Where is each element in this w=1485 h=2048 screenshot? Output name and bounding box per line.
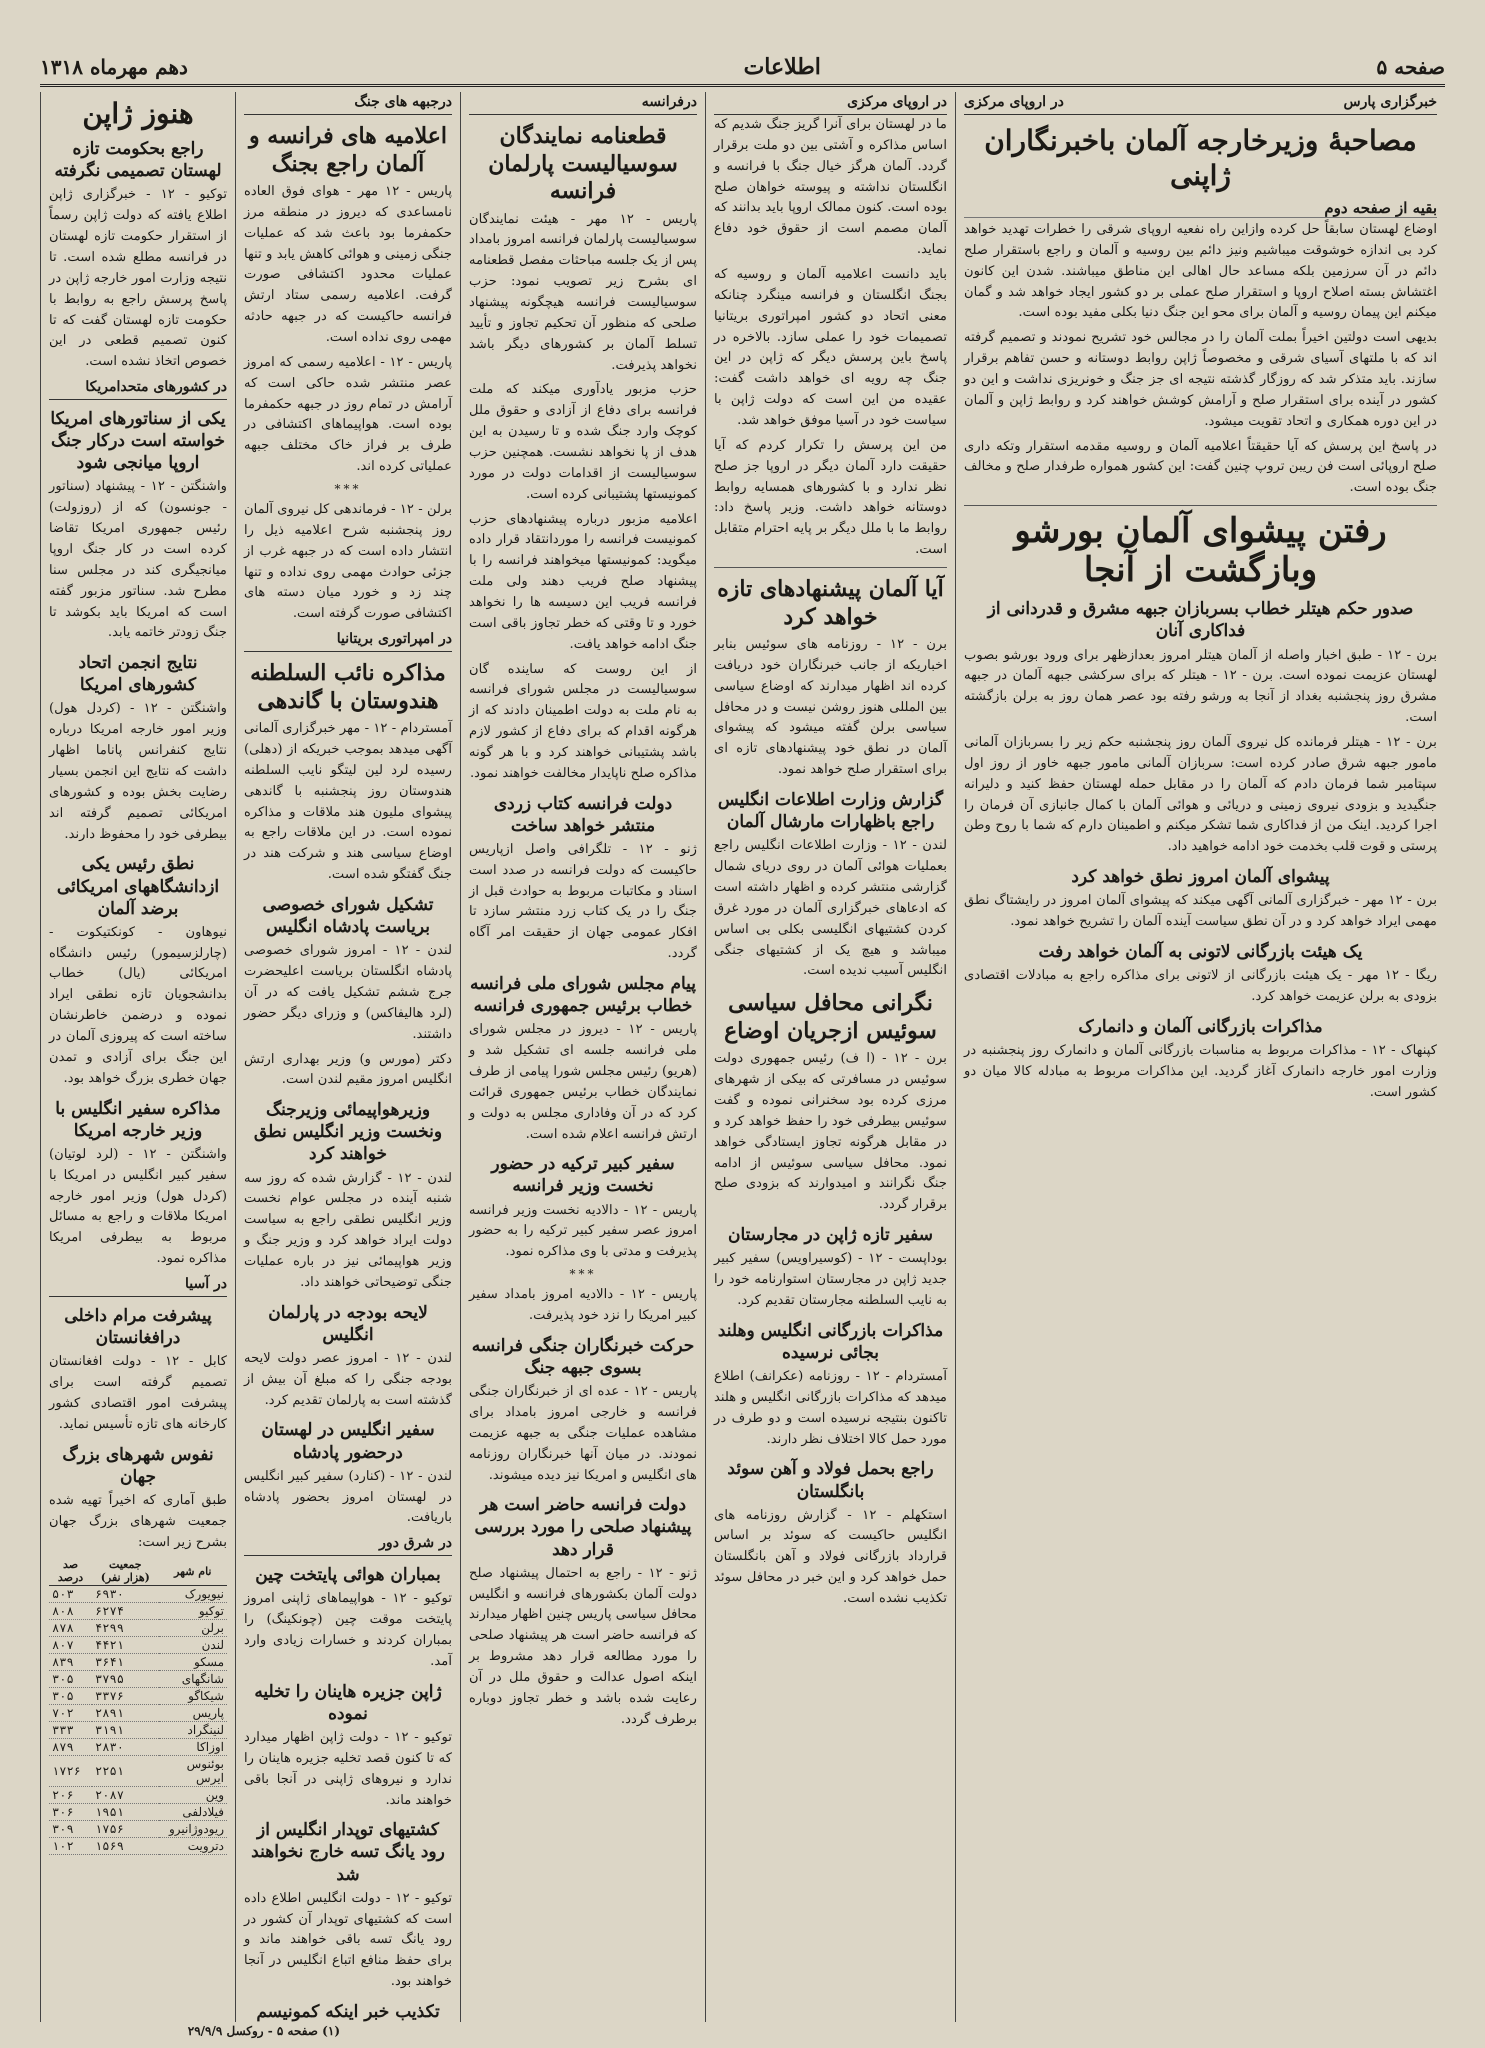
population-table [49,1557,227,1855]
table-cell: ۳۳۷۶ [92,1688,159,1705]
article-text: حزب مزبور یادآوری میکند که ملت فرانسه برای دفاع از آزادی و حقوق ملل کوچک وارد جنگ شده و تا رسیدن به این هدف از پا نخواهد نشست. همچنین حزب سوسیالیست از اقدامات دولت در مورد کمونیستها پشتیبانی کرده است. [469,382,697,502]
table-cell: ۸۷۹ [49,1739,92,1756]
article-text: بدیهی است دولتین اخیراً بملت آلمان را در مجالس خود تشریح نمودند و تصمیم گرفته اند که با ملتهای آسیای شرقی و مخصوصاً ژاپن روابط دوستانه و حسن تفاهم برقرار سازند. باید متذکر شد که روزگار گذشته نتیجه ای جز جنگ و خونریزی نداشت و این دو کشور در آینده برای استقرار صلح و آرامش کوشش خواهند کرد و روابط ژاپن و آلمان در این دوره همکاری و اتحاد تقویت میشود. [964,330,1437,429]
table-row [49,1637,227,1654]
divider [964,505,1437,506]
table-cell: ۱۹۵۱ [92,1804,159,1821]
table-cell: ۴۲۹۹ [92,1620,159,1637]
article-text: ما در لهستان برای آنرا گریز جنگ شدیم که اساس مذاکره و آشتی بین دو ملت برقرار گردد. آلمان هرگز خیال جنگ با فرانسه و انگلستان نداشته و پیوسته خواهان صلح بوده است. کنون ممالک اروپا باید بدانند که آلمان مصمم است از حقوق خود دفاع نماید. [714,117,947,258]
table-cell: ۳۰۶ [49,1804,92,1821]
table-cell: ۷۰۲ [49,1705,92,1722]
table-cell: ۸۰۸ [49,1603,92,1620]
article-text: پاریس - ۱۲ مهر - هیئت نمایندگان سوسیالیست پارلمان فرانسه امروز بامداد پس از یک جلسه مباحثات مفصل قطعنامه ای بشرح زیر تصویب نمود: حزب سوسیالیست فرانسه هیچگونه پیشنهاد صلحی که منظور آن تحکیم تجاوز و تأیید تسلط آلمان بر کشورهای دیگر باشد نخواهد پذیرفت. [469,211,697,373]
table-cell: ۴۴۲۱ [92,1637,159,1654]
subhead-yellow-book: دولت فرانسه کتاب زردی منتشر خواهد ساخت [493,793,673,836]
column-4-rubric [244,92,452,115]
subhead-privy-council: تشکیل شورای خصوصی بریاست پادشاه انگلیس [262,895,434,938]
rubric-central-europe: در اروپای مرکزی [964,94,1064,110]
table-cell: ۳۶۴۱ [92,1654,159,1671]
table-header-cell: جمعیت (هزار نفر) [92,1557,159,1586]
article-text: برلن - ۱۲ - فرماندهی کل نیروی آلمان روز پنجشنبه شرح اعلامیه ذیل را انتشار داده است که در جبهه غرب از جزئی حوادث مهمی روی نداده و تنها چند زد و خورد میان دسته های اکتشافی صورت گرفته است. [244,502,452,622]
subhead-speech: پیشوای آلمان امروز نطق خواهد کرد [1071,867,1330,888]
table-header-cell: نام شهر [159,1557,227,1586]
article-text: اعلامیه مزبور درباره پیشنهادهای حزب کمونیست فرانسه را موردانتقاد قرار داده میگوید: کمونیستها میخواهند فرانسه را با پیشنهاد صلح فریب دهند ولی ملت فرانسه فریب این دسیسه ها را نخواهد خورد و تا وقتی که خطر تجاوز باقی است جنگ ادامه خواهد یافت. [469,511,697,652]
subhead-turkish-ambassador: سفیر کبیر ترکیه در حضور نخست وزیر فرانسه [491,1154,675,1197]
table-header-row [49,1557,227,1586]
column-2-rubric [714,92,947,115]
rubric-far-east [244,1533,452,1556]
table-cell: لنینگراد [159,1722,227,1739]
table-cell: ۵۰۳ [49,1586,92,1603]
subhead-senator: یکی از سناتورهای امریکا خواسته است درکار جنگ اروپا میانجی شود [50,409,226,474]
table-cell: فیلادلفی [159,1804,227,1821]
article-text: برن - ۱۲ - طبق اخبار واصله از آلمان هیتلر امروز بعدازظهر برای ورود بورشو بصوب لهستان عزیمت نموده است. برن - ۱۲ - هیتلر که برای سرکشی جبهه آلمان در جبهه مشرق روز پنجشنبه بغداد از آنجا به ورشو رفته بود عصر همان روز به برلن بازگشته است. [964,647,1437,726]
headline-communiques: اعلامیه های فرانسه و آلمان راجع بجنگ [248,123,448,177]
table-cell: ۲۸۹۱ [92,1705,159,1722]
article-text: پاریس - ۱۲ - دالادیه نخست وزیر فرانسه امروز عصر سفیر کبیر ترکیه را به حضور پذیرفت و مدتی با وی مذاکره نمود. [469,1202,697,1260]
table-row [49,1722,227,1739]
article-text: نیوهاون - کونکتیکوت - (چارلزسیمور) رئیس دانشگاه امریکائی (یال) خطاب بدانشجویان تازه نطقی ایراد نموده و درضمن خاطرنشان ساخته است که پیروزی آلمان در این جنگ برای آزادی و تمدن جهان خطری بزرگ خواهد بود. [49,924,227,1086]
article-text: کپنهاک - ۱۲ - مذاکرات مربوط به مناسبات بازرگانی آلمان و دانمارک روز پنجشنبه در وزارت امور خارجه دانمارک آغاز گردید. این مذاکرات مربوط به مبادله کالا میان دو کشور است. [964,1042,1437,1100]
table-row [49,1654,227,1671]
article-text: از این روست که ساینده گان سوسیالیست در مجلس شورای فرانسه به نام ملت به دولت اطمینان دادند که از هرگونه اقدام که برای دفاع از کشور لازم باشد پشتیبانی خواهند کرد و با هر گونه مذاکره صلح ناپایدار مخالفت خواهند نمود. [469,661,697,781]
article-text: ژنو - ۱۲ - تلگرافی واصل ازپاریس حاکیست که دولت فرانسه در صدد است اسناد و مکاتبات مربوط به حوادث قبل از جنگ را در یک کتاب زرد منتشر سازد تا افکار عمومی جهان از حقیقت امر آگاه گردد. [469,841,697,962]
table-row [49,1756,227,1787]
table-cell: ۸۰۷ [49,1637,92,1654]
table-row [49,1688,227,1705]
article-text: پاریس - ۱۲ - دیروز در مجلس شورای ملی فرانسه جلسه ای تشکیل شد و (هریو) رئیس مجلس شورا پیامی از طرف نمایندگان خطاب برئیس جمهوری قرائت کرد که در آن وفاداری مجلس به دولت و ارتش فرانسه اعلام شده است. [469,1022,697,1142]
table-row [49,1787,227,1804]
table-row [49,1804,227,1821]
subhead-latvia: یک هیئت بازرگانی لاتونی به آلمان خواهد رفت [1038,941,1363,962]
table-row [49,1603,227,1620]
subhead-budget: لایحه بودجه در پارلمان انگلیس [268,1302,428,1345]
headline-japan: هنوز ژاپن [82,97,194,130]
article-text: من این پرسش را تکرار کردم که آیا حقیقت دارد آلمان دیگر در اروپا جز صلح نظر ندارد و با کشورهای همسایه روابط دوستانه خواهد داشت. وزیر پاسخ داد: روابط ما با ملل دیگر بر پایه احترام متقابل است. [714,437,947,558]
subhead-sweden-steel: راجع بحمل فولاد و آهن سوئد بانگلستان [727,1459,934,1502]
article-text: لندن - ۱۲ - (کنارد) سفیر کبیر انگلیس در لهستان امروز بحضور پادشاه باریافت. [244,1468,452,1526]
rubric-pars: خبرگزاری پارس [1343,94,1437,110]
subhead-poland-government: راجع بحکومت تازه لهستان تصمیمی نگرفته [54,139,222,182]
subhead-bombing: بمباران هوائی پایتخت چین [255,1565,441,1586]
table-cell: نیویورک [159,1586,227,1603]
table-cell: پاریس [159,1705,227,1722]
table-cell: ۲۲۵۱ [92,1756,159,1787]
headline-viceroy-gandhi: مذاکره نائب السلطنه هندوستان با گاندهی [250,660,446,714]
table-cell: ۳۰۹ [49,1821,92,1838]
article-text: واشنگتن - ۱۲ - (کردل هول) وزیر امور خارجه امریکا درباره نتایج کنفرانس پاناما اظهار داشت که نتایج این انجمن بسیار رضایت بخش بوده و کشورهای امریکائی تصمیم گرفته اند بیطرفی خود را محفوظ دارند. [49,701,228,842]
rubric-label: در امپراتوری بریتانیا [336,631,452,648]
article-text: در پاسخ این پرسش که آیا حقیقتاً اعلامیه آلمان و روسیه مقدمه استقرار وتکه داری صلح اروپائی است فن ریبن تروپ چنین گفت: این کشور همواره طرفدار صلح و مخالف جنگ بوده است. [964,438,1437,496]
table-cell: ۱۵۶۹ [92,1838,159,1855]
article-text: پاریس - ۱۲ - عده ای از خبرنگاران جنگی فرانسه و خارجی امروز بامداد برای مشاهده عملیات جنگی به جبهه عزیمت نمودند. در میان آنها خبرنگاران روزنامه های انگلیس و امریکا نیز دیده میشوند. [469,1384,698,1483]
article-text: ژنو - ۱۲ - راجع به احتمال پیشنهاد صلح دولت آلمان بکشورهای فرانسه و انگلیس محافل سیاسی پاریس چنین اظهار میدارند که فرانسه حاضر است هر پیشنهاد صلحی را مورد مطالعه قرار دهد مشروط بر اینکه اصول عدالت و حقوق ملل در آن رعایت شده باشد و خطر تجاوز دوباره برطرف گردد. [469,1565,697,1727]
table-cell: ۳۰۵ [49,1688,92,1705]
subhead-gunboats: کشتیهای توپدار انگلیس از رود یانگ تسه خارج نخواهند شد [251,1820,445,1885]
table-cell: شیکاگو [159,1688,227,1705]
table-row [49,1620,227,1637]
article-text: آمستردام - ۱۲ - مهر خبرگزاری آلمانی آگهی میدهد بموجب خبریکه از (دهلی) رسیده لرد لین لیتگو نایب السلطنه هندوستان روز پنجشنبه با گاندهی پیشوای ملیون هند ملاقات و مذاکره نموده است. در این ملاقات راجع به اوضاع سیاسی هند و شرکت هند در جنگ گفتگو شده است. [244,721,452,883]
column-1-rubric [964,92,1437,115]
subhead-hainan: ژاپن جزیره هاینان را تخلیه نموده [254,1681,442,1724]
rubric-label: در شرق دور [379,1535,452,1552]
table-cell: ۳۰۵ [49,1671,92,1688]
column-1 [955,92,1445,2022]
article-text: اوضاع لهستان سابقاً حل کرده وازاین راه نفعیه اروپای شرقی را خطرات تهدید خواهد کرد بی اندازه خوشوقت میباشیم ونیز دائم بین روسیه و آلمان و راجع باستقرار صلح دائم در آن سرزمین بلکه مساعد حال اهالی این مناطق میباشند. شدن این کانون اغتشاش بسته اصلاح اروپا و استقرار صلح عملی بر دو کشور ایجاد خواهد شد و گمان میکنم این پیمان روسیه و آلمان برای محو این جنگ دنیا بکلی مفید بوده است. [964,222,1437,321]
paper-name: اطلاعات [743,54,821,80]
subhead-city-populations: نفوس شهرهای بزرگ جهان [62,1444,214,1487]
table-cell: برلن [159,1620,227,1637]
headline-ribbentrop: مصاحبهٔ وزیرخارجه آلمان باخبرنگاران ژاپنی [984,124,1417,192]
footer-note: (۱) صفحه ۵ - روکسل ۲۹/۹/۹ [187,2024,340,2038]
rubric-asia [49,1274,227,1297]
table-cell: وین [159,1787,227,1804]
article-text: توکیو - ۱۲ - خبرگزاری ژاپن اطلاع یافته که دولت ژاپن رسماً از استقرار حکومت تازه لهستان در فرانسه مطلع شده است. تا نتیجه وزارت امور خارجه ژاپن در پاسخ پرسش راجع به روابط با حکومت تازه لهستان گفت که تا کنون تصمیم قطعی در این خصوص اتخاذ نشده است. [49,187,227,370]
article-text: برن - ۱۲ - هیتلر فرمانده کل نیروی آلمان روز پنجشنبه حکم زیر را بسربازان آلمانی مامور جبهه شرق صادر کرده است: سربازان آلمانی مامور جبهه خاور از روز اول سپتامبر شما فرمان دادم که آلمان را در مقابل حمله لهستان حفظ کنید و دلیرانه جنگیدید و بزودی نیروی زمینی و دریائی و هوائی آلمان با کمال جانبازی آن فرمان را اجرا کردید. اینک من از فداکاری شما تشکر میکنم و اطمینان دارم که شما با روح وطن پرستی و قوت قلب بخدمت خود ادامه خواهید داد. [964,734,1437,855]
continued-label: بقیه از صفحه دوم [964,199,1437,218]
article-text: پاریس - ۱۲ - اعلامیه رسمی که امروز عصر منتشر شده حاکی است که آرامش در تمام روز در جبهه حکمفرما بوده است. هواپیماهای اکتشافی در طرف بر فراز خاک مختلف جبهه عملیاتی کرده اند. [244,354,452,475]
article-text: باید دانست اعلامیه آلمان و روسیه که بجنگ انگلستان و فرانسه مینگرد چنانکه معنی اتحاد دو کشور امپراتوری بریتانیا تصمیمات خود را عملی سازد. بالاخره در پاسخ باین پرسش دیگر که ژاپن در این جنگ چه رویه ای خواهد داشت گفت: عقیده من این است که دولت ژاپن با سیاست خود در آسیا موفق خواهد شد. [714,267,947,429]
table-cell: ۱۰۲ [49,1838,92,1855]
headline-swiss: نگرانی محافل سیاسی سوئیس ازجریان اوضاع [724,990,937,1044]
column-3 [460,92,705,2022]
issue-date: دهم مهرماه ۱۳۱۸ [40,55,188,79]
table-cell: ۲۸۳۰ [92,1739,159,1756]
table-cell: اوزاکا [159,1739,227,1756]
subhead-war-correspondents: حرکت خبرنگاران جنگی فرانسه بسوی جبهه جنگ [471,1335,695,1378]
subhead-ambassador-king: سفیر انگلیس در لهستان درحضور پادشاه [261,1420,435,1463]
subhead-lothian: مذاکره سفیر انگلیس با وزیر خارجه امریکا [55,1098,221,1141]
table-cell: ۸۷۸ [49,1620,92,1637]
divider [714,567,947,568]
table-cell: ۸۳۹ [49,1654,92,1671]
article-text: آمستردام - ۱۲ - روزنامه (عکرانف) اطلاع میدهد که مذاکرات بازرگانی انگلیس و هلند تاکنون بنتیجه نرسیده است و دو طرف در مورد حمل کالا اختلاف نظر دارند. [714,1369,947,1447]
table-row [49,1739,227,1756]
column-3-rubric [469,92,697,115]
article-text: کابل - ۱۲ - دولت افغانستان تصمیم گرفته است برای پیشرفت امور اقتصادی کشور کارخانه های تازه تأسیس نماید. [49,1354,227,1432]
table-cell: لندن [159,1637,227,1654]
headline-socialists: قطعنامه نمایندگان سوسیالیست پارلمان فرانسه [488,123,678,204]
article-text: طبق آماری که اخیراً تهیه شده جمعیت شهرهای بزرگ جهان بشرح زیر است: [49,1492,227,1550]
table-cell: ۲۰۸۷ [92,1787,159,1804]
article-text: برن - ۱۲ مهر - خبرگزاری آلمانی آگهی میکند که پیشوای آلمان امروز در رایشتاگ نطق مهمی ایراد خواهد کرد و در آن نطق سیاست آینده آلمان را تشریح خواهد نمود. [964,893,1437,930]
subhead-peace-proposals: دولت فرانسه حاضر است هر پیشنهاد صلحی را مورد بررسی قرار دهد [474,1495,692,1560]
masthead [40,50,1445,87]
table-cell: ۶۹۳۰ [92,1586,159,1603]
table-row [49,1821,227,1838]
table-cell: ۱۷۵۶ [92,1821,159,1838]
table-cell: مسکو [159,1654,227,1671]
article-text: لندن - ۱۲ - امروز عصر دولت لایحه بودجه جنگی را که مبلغ آن بیش از گذشته است به پارلمان تقدیم کرد. [244,1350,452,1408]
table-cell: ۲۰۶ [49,1787,92,1804]
article-text: برن - ۱۲ - روزنامه های سوئیس بنابر اخباریکه از جانب خبرنگاران خود دریافت کرده اند اظهار میدارند که اوضاع سیاسی بین المللی هنوز روشن نیست و در محافل سیاسی برلن گفته میشود که پیشوای آلمان در نطق خود پیشنهادهای تازه ای برای استقرار صلح خواهد نمود. [714,637,947,778]
subhead-denmark: مذاکرات بازرگانی آلمان و دانمارک [1078,1016,1323,1037]
subhead-yale: نطق رئیس یکی ازدانشگاههای امریکائی برضد آلمان [56,854,220,919]
article-text: لندن - ۱۲ - وزارت اطلاعات انگلیس راجع بعملیات هوائی آلمان در روی دریای شمال گزارشی منتشر کرده و اظهار داشته است که ادعاهای خبرگزاری آلمان در مورد غرق کردن کشتیهای انگلیسی بکلی بی اساس میباشد و هیچ یک از کشتیهای جنگی انگلیس آسیب ندیده است. [714,838,947,979]
rubric-label: در اروپای مرکزی [847,94,947,110]
subhead-report: گزارش وزارت اطلاعات انگلیس راجع باظهارات مارشال آلمان [717,790,944,833]
rubric-british-empire [244,629,452,652]
article-text: برن - ۱۲ - (ا ف) رئیس جمهوری دولت سوئیس در مسافرتی که بیکی از شهرهای مرزی کرده بود سخنرانی نموده و گفت سوئیس بیطرفی خود را حفظ خواهد کرد و در مقابل هرگونه تجاوز ایستادگی خواهد نمود. محافل سیاسی سوئیس از ادامه جنگ نگرانند و امیدوارند که بزودی صلح برقرار گردد. [714,1051,947,1213]
table-row [49,1586,227,1603]
article-text: دکتر (مورس و) وزیر بهداری ارتش انگلیس امروز مقیم لندن است. [244,1051,452,1088]
table-header-cell: صد درصد [49,1557,92,1586]
article-text: واشنگتن - ۱۲ - پیشنهاد (سناتور - جونسون) که از (روزولت) رئیس جمهوری امریکا تقاضا کرده است در کار جنگ اروپا میانجیگری کند در مجلس سنا مطرح شد. سناتور مزبور گفته است که امریکا باید بکوشد تا جنگ زودتر خاتمه یابد. [49,479,227,641]
page-number: صفحه ۵ [1376,55,1445,79]
table-cell: توکیو [159,1603,227,1620]
article-text: استکهلم - ۱۲ - گزارش روزنامه های انگلیس حاکیست که سوئد بر اساس قرارداد بازرگانی فولاد و آهن بانگلستان حمل خواهد کرد و این خبر در محافل سوئد تکذیب نشده است. [714,1507,947,1607]
subhead-communism-denial: تکذیب خبر اینکه کمونیسم [256,2001,440,2022]
table-cell: ۳۱۹۱ [92,1722,159,1739]
column-4 [235,92,460,2022]
column-2 [705,92,955,2022]
article-text: توکیو - ۱۲ - دولت انگلیس اطلاع داده است که کشتیهای توپدار آن کشور در رود یانگ تسه باقی خواهند ماند و برای حفظ منافع اتباع انگلیس در آنجا خواهند بود. [244,1890,452,1990]
column-5 [40,92,235,2022]
article-text: پاریس - ۱۲ مهر - هوای فوق العاده نامساعدی که دیروز در منطقه مرز حکمفرما بود باعث شد که عملیات جنگی زمینی و هوائی کاهش یابد و تنها عملیات محدود اکتشافی صورت گرفت. اعلامیه رسمی ستاد ارتش فرانسه حاکیست که در جبهه حادثه مهمی روی نداده است. [244,184,452,346]
rubric-label: درفرانسه [641,94,697,110]
table-cell: ۳۳۳ [49,1722,92,1739]
article-text: واشنگتن - ۱۲ - (لرد لوتیان) سفیر کبیر انگلیس در امریکا با (کردل هول) وزیر امور خارجه امریکا ملاقات و راجع به مسائل مربوط به بیطرفی امریکا مذاکره نمود. [49,1146,228,1267]
headline-germany-proposals: آیا آلمان پیشنهادهای تازه خواهد کرد [717,576,944,630]
table-row [49,1838,227,1855]
table-cell: بوئنوس ایرس [159,1756,227,1787]
separator-stars: *** [334,482,362,497]
rubric-label: در آسیا [185,1275,227,1292]
table-cell: ۱۷۲۶ [49,1756,92,1787]
table-cell: دترویت [159,1838,227,1855]
subhead-hitler-order: صدور حکم هیتلر خطاب بسربازان جبهه مشرق و قدردانی از فداکاری آنان [987,599,1414,642]
subhead-ministers-speak: وزیرهواپیمائی وزیرجنگ ونخست وزیر انگلیس نطق خواهند کرد [253,1100,443,1165]
separator-stars: *** [569,1267,597,1282]
table-cell: ریودوژانیرو [159,1821,227,1838]
subhead-chamber-message: پیام مجلس شورای ملی فرانسه خطاب برئیس جمهوری فرانسه [469,974,697,1017]
rubric-usa [49,377,227,400]
article-text: لندن - ۱۲ - گزارش شده که روز سه شنبه آینده در مجلس عوام نخست وزیر انگلیس نطقی راجع به سیاست دولت ایراد خواهد کرد و وزیر جنگ و وزیر هواپیمائی نیز در باره عملیات جنگی توضیحاتی خواهند داد. [244,1170,452,1290]
rubric-label: درجبهه های جنگ [354,94,452,110]
table-cell: ۳۷۹۵ [92,1671,159,1688]
rubric-label: در کشورهای متحدامریکا [85,379,227,396]
article-text: بوداپست - ۱۲ - (کوسیراویس) سفیر کبیر جدید ژاپن در مجارستان استوارنامه خود را به نایب السلطنه مجارستان تقدیم کرد. [714,1251,947,1308]
table-cell: ۶۲۷۴ [92,1603,159,1620]
table-row [49,1705,227,1722]
article-text: ریگا - ۱۲ مهر - یک هیئت بازرگانی از لاتونی برای مذاکره راجع به مبادلات اقتصادی بزودی به برلن عزیمت خواهد کرد. [964,968,1437,1004]
table-row [49,1671,227,1688]
table-cell: شانگهای [159,1671,227,1688]
article-text: توکیو - ۱۲ - دولت ژاپن اظهار میدارد که تا کنون قصد تخلیه جزیره هاینان را ندارد و نیروهای ژاپنی در آنجا باقی خواهند ماند. [244,1729,452,1808]
article-text: لندن - ۱۲ - امروز شورای خصوصی پادشاه انگلستان بریاست اعلیحضرت جرج ششم تشکیل یافت که در آن (لرد هالیفاکس) و وزرای دیگر حضور داشتند. [244,943,452,1042]
article-text: پاریس - ۱۲ - دالادیه امروز بامداد سفیر کبیر امریکا را نزد خود پذیرفت. [469,1287,697,1324]
headline-hitler-warsaw: رفتن پیشوای آلمان بورشو وبازگشت از آنجا [1014,511,1387,591]
subhead-afghanistan: پیشرفت مرام داخلی درافغانستان [64,1305,212,1349]
subhead-panama: نتایج انجمن اتحاد کشورهای امریکا [78,653,198,696]
subhead-japan-ambassador: سفیر تازه ژاپن در مجارستان [728,1225,933,1246]
subhead-holland: مذاکرات بازرگانی انگلیس وهلند بجائی نرسیده [717,1320,944,1363]
article-text: توکیو - ۱۲ - هواپیماهای ژاپنی امروز پایتخت موقت چین (چونکینگ) را بمباران کردند و خسارات زیادی وارد آمد. [244,1591,452,1669]
